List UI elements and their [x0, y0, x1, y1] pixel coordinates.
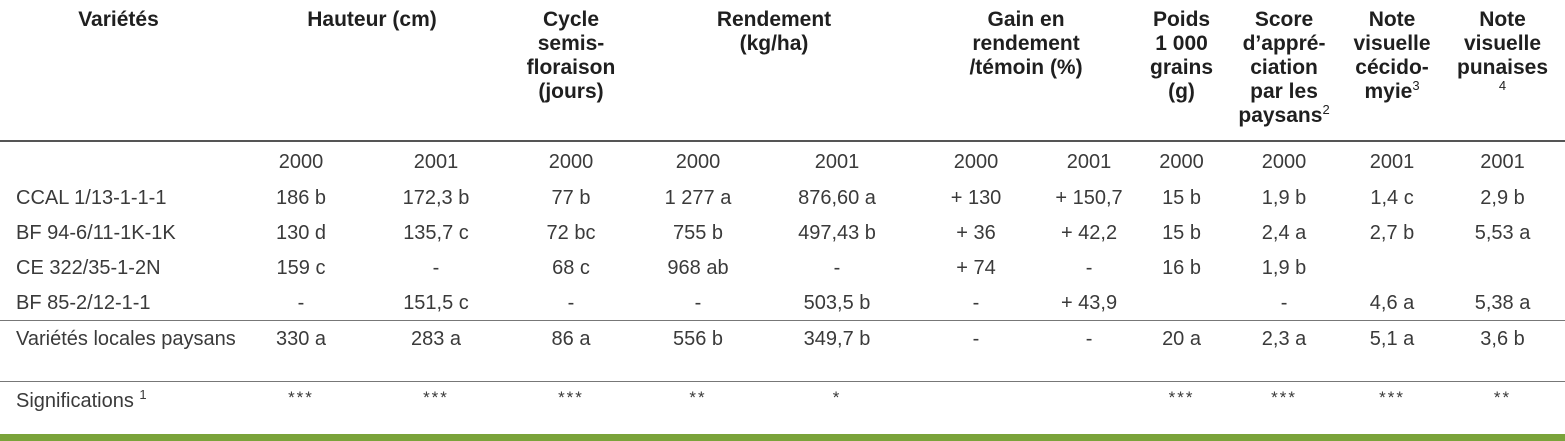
header-punaises-line: Note [1479, 8, 1526, 31]
header-score [1224, 0, 1344, 141]
header-poids-line: (g) [1168, 80, 1195, 103]
table-cell: 330 a [237, 321, 365, 382]
table-cell: 1,9 b [1261, 186, 1307, 209]
table-cell: 20 a [1139, 321, 1224, 382]
significance-cell: *** [1344, 382, 1440, 421]
table-cell: + 36 [956, 221, 996, 244]
table-cell: - [1039, 321, 1139, 382]
table-cell: 876,60 a [798, 186, 876, 209]
table-cell: 503,5 b [803, 291, 871, 314]
year-row [0, 141, 1565, 180]
header-rendement-line: Rendement [716, 8, 832, 31]
year-cell: 2001 [413, 151, 459, 173]
significance-label-text: Significations [16, 390, 134, 412]
table-row [0, 180, 1565, 215]
significance-cell: ** [1440, 382, 1565, 421]
table-cell: 15 b [1162, 186, 1201, 209]
table-cell: 172,3 b [402, 186, 470, 209]
significance-row [0, 382, 1565, 421]
header-cecido-line: cécido- [1355, 56, 1429, 79]
table-cell: 2,7 b [1369, 221, 1415, 244]
table-row [0, 250, 1565, 285]
table-cell [1344, 250, 1440, 285]
header-poids-line: grains [1150, 56, 1214, 79]
header-hauteur [237, 0, 507, 141]
header-cecido [1344, 0, 1440, 141]
table-cell: 15 b [1162, 221, 1201, 244]
variety-name: Variétés locales paysans [0, 321, 237, 382]
header-poids [1139, 0, 1224, 141]
table-cell: - [1280, 291, 1288, 314]
header-punaises-line: visuelle [1464, 32, 1542, 55]
table-cell: 130 d [275, 221, 327, 244]
footnote-marker: 2 [1322, 102, 1330, 117]
header-cycle-line: Cycle [542, 8, 600, 31]
table-cell: 5,38 a [1474, 291, 1531, 314]
table-cell: 5,1 a [1344, 321, 1440, 382]
header-score-line: par les [1250, 80, 1318, 103]
footnote-marker: 3 [1412, 78, 1420, 93]
table-cell: - [1085, 256, 1093, 279]
significance-cell: *** [365, 382, 507, 421]
variety-name: BF 85-2/12-1-1 [16, 291, 151, 314]
variety-name: BF 94-6/11-1K-1K [16, 221, 176, 244]
table-cell: - [972, 291, 980, 314]
year-cell: 2000 [548, 151, 594, 173]
table-cell: - [432, 256, 440, 279]
header-hauteur-label: Hauteur (cm) [307, 8, 437, 31]
header-varietes [0, 0, 237, 141]
header-rendement [635, 0, 913, 141]
header-punaises-line: punaises [1457, 56, 1549, 79]
year-cell: 2001 [814, 151, 860, 173]
table-cell: 2,9 b [1480, 186, 1525, 209]
significance-cell [1039, 382, 1139, 421]
footnote-marker: 1 [139, 387, 147, 402]
table-cell: + 74 [956, 256, 996, 279]
year-cell: 2000 [953, 151, 999, 173]
table-cell: 5,53 a [1474, 221, 1531, 244]
table-cell: 1,9 b [1261, 256, 1307, 279]
footer-accent-bar [0, 434, 1565, 441]
table-cell: - [297, 291, 305, 314]
year-cell: 2000 [278, 151, 324, 173]
year-cell: 2000 [675, 151, 721, 173]
table-cell: - [694, 291, 702, 314]
year-cell: 2001 [1480, 151, 1525, 173]
table-cell: 72 bc [546, 221, 596, 244]
header-score-line: Score [1254, 8, 1314, 31]
local-varieties-row [0, 321, 1565, 382]
table-cell: 16 b [1162, 256, 1201, 279]
table-cell: 151,5 c [403, 291, 469, 314]
header-score-line: paysans [1238, 104, 1323, 127]
table-cell: 1,4 c [1370, 186, 1414, 209]
table-cell: + 42,2 [1060, 221, 1118, 244]
significance-cell: ** [635, 382, 761, 421]
table-cell: + 43,9 [1060, 291, 1118, 314]
year-cell: 2000 [1159, 151, 1204, 173]
header-cecido-line: Note [1368, 8, 1416, 31]
significance-cell: *** [1139, 382, 1224, 421]
significance-cell: *** [1224, 382, 1344, 421]
table-cell: 556 b [635, 321, 761, 382]
header-cycle-line: semis- [537, 32, 605, 55]
variety-name: CCAL 1/13-1-1-1 [16, 186, 167, 209]
table-cell: 4,6 a [1369, 291, 1415, 314]
significance-label [0, 382, 237, 421]
table-cell: + 130 [950, 186, 1002, 209]
header-poids-line: 1 000 [1155, 32, 1208, 55]
header-row [0, 0, 1565, 141]
table-cell: - [833, 256, 841, 279]
table-cell: 755 b [672, 221, 724, 244]
header-gain-line: rendement [972, 32, 1080, 55]
header-cycle [507, 0, 635, 141]
header-rendement-line: (kg/ha) [739, 32, 809, 55]
table-cell: - [567, 291, 575, 314]
header-cecido-line: visuelle [1353, 32, 1431, 55]
header-score-line: ciation [1250, 56, 1318, 79]
table-cell: 497,43 b [798, 221, 876, 244]
header-cecido-line: myie [1364, 80, 1413, 103]
significance-cell [913, 382, 1039, 421]
table-cell: 2,3 a [1224, 321, 1344, 382]
table-cell: 1 277 a [664, 186, 732, 209]
table-cell: + 150,7 [1055, 186, 1123, 209]
header-punaises [1440, 0, 1565, 141]
header-score-line: d’appré- [1242, 32, 1326, 55]
table-cell: 349,7 b [761, 321, 913, 382]
table-row [0, 285, 1565, 321]
table-cell: 968 ab [667, 256, 729, 279]
header-poids-line: Poids [1152, 8, 1211, 31]
significance-cell: *** [507, 382, 635, 421]
year-cell-empty [0, 141, 237, 180]
table-row [0, 215, 1565, 250]
header-gain-line: /témoin (%) [969, 56, 1083, 79]
table-cell: 3,6 b [1440, 321, 1565, 382]
header-cycle-line: floraison [526, 56, 616, 79]
year-cell: 2001 [1369, 151, 1415, 173]
variety-name: CE 322/35-1-2N [16, 256, 161, 279]
table-cell: 283 a [365, 321, 507, 382]
table-cell [1440, 250, 1565, 285]
table-cell: 186 b [275, 186, 327, 209]
significance-cell: * [761, 382, 913, 421]
year-cell: 2000 [1261, 151, 1307, 173]
year-cell: 2001 [1066, 151, 1112, 173]
header-cycle-line: (jours) [538, 80, 604, 103]
header-gain-line: Gain en [987, 8, 1065, 31]
footnote-marker: 4 [1498, 78, 1507, 93]
table-cell: 77 b [551, 186, 591, 209]
table-cell: 159 c [276, 256, 326, 279]
table-cell: 135,7 c [403, 221, 469, 244]
significance-cell: *** [237, 382, 365, 421]
table-cell: - [913, 321, 1039, 382]
table-cell [1139, 285, 1224, 321]
table-cell: 2,4 a [1261, 221, 1307, 244]
table-cell: 68 c [552, 256, 590, 279]
header-gain [913, 0, 1139, 141]
header-varietes-label: Variétés [78, 8, 159, 31]
table-cell: 86 a [507, 321, 635, 382]
